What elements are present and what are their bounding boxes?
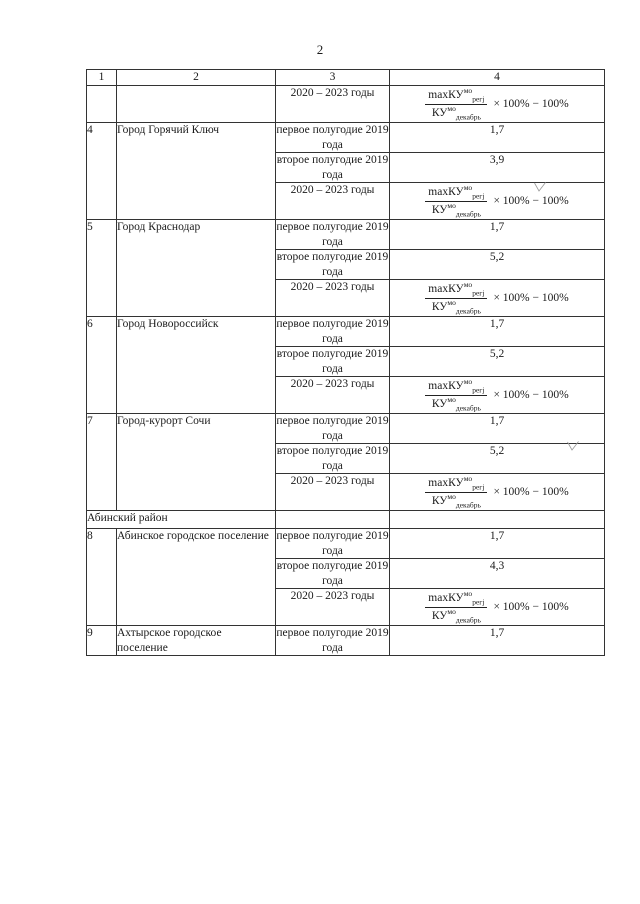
row-number: 7 — [87, 414, 117, 511]
value-cell: 1,7 — [390, 317, 605, 347]
formula-numerator: maxКУ$^{мо}_{регj}$ — [425, 379, 487, 396]
formula-fraction — [425, 379, 487, 411]
group-empty-cell — [390, 511, 605, 529]
table-row — [87, 317, 605, 347]
row-number: 8 — [87, 529, 117, 626]
formula-fraction — [425, 476, 487, 508]
municipality-name: Город Новороссийск — [117, 317, 276, 414]
formula-tail: × 100% − 100% — [493, 485, 569, 498]
formula — [390, 183, 604, 219]
formula — [390, 377, 604, 413]
formula-fraction — [425, 88, 487, 120]
value-cell: 1,7 — [390, 414, 605, 444]
formula-denominator: $КУ^{мо}_{декабрь}$ — [431, 103, 481, 121]
period-cell: первое полугодие 2019 года — [276, 530, 389, 557]
formula-numerator: maxКУ$^{мо}_{регj}$ — [425, 88, 487, 105]
period-cell: первое полугодие 2019 года — [276, 627, 389, 654]
group-title: Абинский район — [87, 511, 276, 529]
formula-denominator: $КУ^{мо}_{декабрь}$ — [431, 606, 481, 624]
period-cell: второе полугодие 2019 года — [276, 154, 389, 181]
num-cell — [87, 86, 117, 123]
period-cell: 2020 – 2023 годы — [276, 280, 390, 317]
municipality-name: Ахтырское городское поселение — [117, 626, 276, 656]
row-number: 6 — [87, 317, 117, 414]
header-cell: 2 — [117, 70, 276, 86]
name-cell — [117, 86, 276, 123]
value-cell — [390, 589, 605, 626]
table-row — [87, 626, 605, 656]
value-cell: 1,7 — [390, 529, 605, 559]
period-cell: второе полугодие 2019 года — [276, 251, 389, 278]
formula-numerator: maxКУ$^{мо}_{регj}$ — [425, 282, 487, 299]
formula-numerator: maxКУ$^{мо}_{регj}$ — [425, 185, 487, 202]
formula-fraction — [425, 282, 487, 314]
table-row — [87, 529, 605, 559]
value-cell: 1,7 — [390, 220, 605, 250]
formula-denominator: $КУ^{мо}_{декабрь}$ — [431, 200, 481, 218]
formula-denominator: $КУ^{мо}_{декабрь}$ — [431, 491, 481, 509]
formula-tail: × 100% − 100% — [493, 97, 569, 110]
period-cell: 2020 – 2023 годы — [276, 86, 390, 123]
value-cell — [390, 183, 605, 220]
value-cell — [390, 377, 605, 414]
table-row — [87, 220, 605, 250]
period-cell: первое полугодие 2019 года — [276, 221, 389, 248]
checkmark-annotation — [534, 182, 546, 192]
formula-tail: × 100% − 100% — [493, 194, 569, 207]
group-empty-cell — [276, 511, 390, 529]
formula — [390, 280, 604, 316]
value-cell: 1,7 — [390, 626, 605, 656]
period-cell: второе полугодие 2019 года — [276, 348, 389, 375]
formula-denominator: $КУ^{мо}_{декабрь}$ — [431, 297, 481, 315]
formula-fraction — [425, 185, 487, 217]
continuation-row — [87, 86, 605, 123]
formula-tail: × 100% − 100% — [493, 291, 569, 304]
period-cell: второе полугодие 2019 года — [276, 445, 389, 472]
formula — [390, 589, 604, 625]
period-cell: второе полугодие 2019 года — [276, 560, 389, 587]
table-row — [87, 123, 605, 153]
formula-tail: × 100% − 100% — [493, 388, 569, 401]
formula-numerator: maxКУ$^{мо}_{регj}$ — [425, 476, 487, 493]
page-number: 2 — [316, 42, 324, 57]
municipality-name: Абинское городское поселение — [117, 529, 276, 626]
municipality-name: Город Горячий Ключ — [117, 123, 276, 220]
header-row — [87, 70, 605, 86]
period-cell: 2020 – 2023 годы — [276, 183, 390, 220]
period-cell: 2020 – 2023 годы — [276, 589, 390, 626]
period-cell: первое полугодие 2019 года — [276, 318, 389, 345]
header-cell: 4 — [390, 70, 605, 86]
formula-tail: × 100% − 100% — [493, 600, 569, 613]
formula-fraction — [425, 591, 487, 623]
formula-denominator: $КУ^{мо}_{декабрь}$ — [431, 394, 481, 412]
value-cell — [390, 280, 605, 317]
row-number: 5 — [87, 220, 117, 317]
period-cell: первое полугодие 2019 года — [276, 124, 389, 151]
value-cell: 3,9 — [390, 153, 605, 183]
formula-numerator: maxКУ$^{мо}_{регj}$ — [425, 591, 487, 608]
header-cell: 1 — [87, 70, 117, 86]
value-cell: 5,2 — [390, 347, 605, 377]
formula — [390, 474, 604, 510]
value-cell: 4,3 — [390, 559, 605, 589]
row-number: 9 — [87, 626, 117, 656]
formula — [390, 86, 604, 122]
row-number: 4 — [87, 123, 117, 220]
group-row — [87, 511, 605, 529]
value-cell: 5,2 — [390, 250, 605, 280]
value-cell — [390, 474, 605, 511]
table-row — [87, 414, 605, 444]
municipality-name: Город Краснодар — [117, 220, 276, 317]
period-cell: первое полугодие 2019 года — [276, 415, 389, 442]
tariff-table — [86, 69, 605, 656]
value-cell: 5,2 — [390, 444, 605, 474]
value-cell: 1,7 — [390, 123, 605, 153]
header-cell: 3 — [276, 70, 390, 86]
value-cell — [390, 86, 605, 123]
municipality-name: Город-курорт Сочи — [117, 414, 276, 511]
period-cell: 2020 – 2023 годы — [276, 474, 390, 511]
checkmark-annotation — [567, 441, 579, 451]
period-cell: 2020 – 2023 годы — [276, 377, 390, 414]
